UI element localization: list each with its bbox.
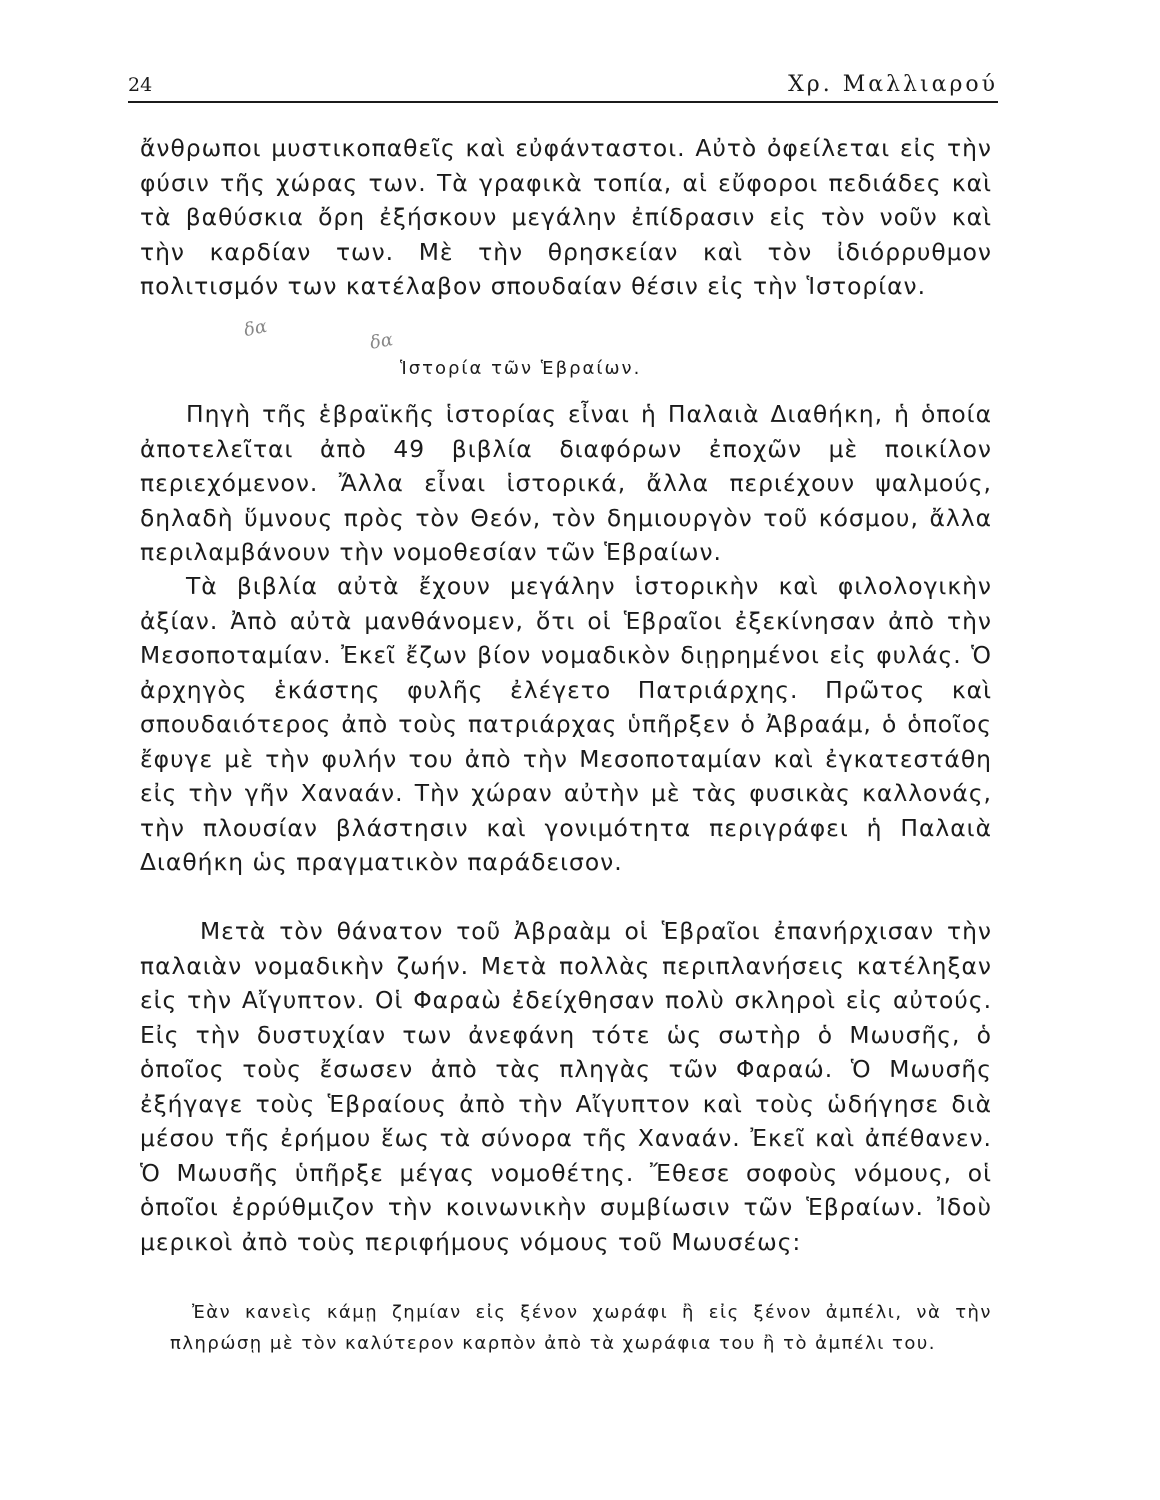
handwritten-annotation: δα [368,329,395,354]
header-rule [128,101,998,103]
paragraph-moses: Μετὰ τὸν θάνατον τοῦ Ἀβραὰμ οἱ Ἑβραῖοι ἐπανήρχισαν τὴν παλαιὰν νομαδικὴν ζωήν. Μετὰ πολλὰς περιπλανήσεις κατέληξαν εἰς τὴν Αἴγυπτον. Οἱ Φαραὼ ἐδείχθησαν πολὺ σκληροὶ εἰς αὐτούς. Εἰς τὴν δυστυχίαν των ἀνεφάνη τότε ὡς σωτὴρ ὁ Μωυσῆς, ὁ ὁποῖος τοὺς ἔσωσεν ἀπὸ τὰς πληγὰς τῶν Φαραώ. Ὁ Μωυσῆς ἐξήγαγε τοὺς Ἑβραίους ἀπὸ τὴν Αἴγυπτον καὶ τοὺς ὡδήγησε διὰ μέσου τῆς ἐρήμου ἕως τὰ σύνορα τῆς Χαναάν. Ἐκεῖ καὶ ἀπέθανεν. Ὁ Μωυσῆς ὑπῆρξε μέγας νομοθέτης. Ἔθεσε σοφοὺς νόμους, οἱ ὁποῖοι ἐρρύθμιζον τὴν κοινωνικὴν συμβίωσιν τῶν Ἑβραίων. Ἰδοὺ μερικοὶ ἀπὸ τοὺς περιφήμους νόμους τοῦ Μωυσέως: [140,917,992,1256]
paragraph-sources: Πηγὴ τῆς ἑβραϊκῆς ἱστορίας εἶναι ἡ Παλαιὰ Διαθήκη, ἡ ὁποία ἀποτελεῖται ἀπὸ 49 βιβλία διαφόρων ἐποχῶν μὲ ποικίλον περιεχόμενον. Ἄλλα εἶναι ἱστορικά, ἄλλα περιέχουν ψαλμούς, δηλαδὴ ὕμνους πρὸς τὸν Θεόν, τὸν δημιουργὸν τοῦ κόσμου, ἄλλα περιλαμβάνουν τὴν νομοθεσίαν τῶν Ἑβραίων. [140,400,992,566]
page-header [128,74,998,102]
running-head: Χρ. Μαλλιαρού [788,72,998,97]
law-quote: Ἐὰν κανεὶς κάμῃ ζημίαν εἰς ξένον χωράφι ἢ εἰς ξένον ἀμπέλι, νὰ τὴν πληρώσῃ μὲ τὸν καλύτερον καρπὸν ἀπὸ τὰ χωράφια του ἢ τὸ ἀμπέλι του. [170,1302,992,1354]
section-heading: Ἱστορία τῶν Ἑβραίων. [400,358,642,379]
paragraph-intro: ἄνθρωποι μυστικοπαθεῖς καὶ εὐφάνταστοι. Αὐτὸ ὀφείλεται εἰς τὴν φύσιν τῆς χώρας των. Τὰ γραφικὰ τοπία, αἱ εὔφοροι πεδιάδες καὶ τὰ βαθύσκια ὄρη ἐξήσκουν μεγάλην ἐπίδρασιν εἰς τὸν νοῦν καὶ τὴν καρδίαν των. Μὲ τὴν θρησκείαν καὶ τὸν ἰδιόρρυθμον πολιτισμόν των κατέλαβον σπουδαίαν θέσιν εἰς τὴν Ἱστορίαν. [140,134,992,300]
paragraph-patriarchs: Τὰ βιβλία αὐτὰ ἔχουν μεγάλην ἱστορικὴν καὶ φιλολογικὴν ἀξίαν. Ἀπὸ αὐτὰ μανθάνομεν, ὅτι οἱ Ἑβραῖοι ἐξεκίνησαν ἀπὸ τὴν Μεσοποταμίαν. Ἐκεῖ ἔζων βίον νομαδικὸν διῃρημένοι εἰς φυλάς. Ὁ ἀρχηγὸς ἑκάστης φυλῆς ἐλέγετο Πατριάρχης. Πρῶτος καὶ σπουδαιότερος ἀπὸ τοὺς πατριάρχας ὑπῆρξεν ὁ Ἀβραάμ, ὁ ὁποῖος ἔφυγε μὲ τὴν φυλήν του ἀπὸ τὴν Μεσοποταμίαν καὶ ἐγκατεστάθη εἰς τὴν γῆν Χαναάν. Τὴν χώραν αὐτὴν μὲ τὰς φυσικὰς καλλονάς, τὴν πλουσίαν βλάστησιν καὶ γονιμότητα περιγράφει ἡ Παλαιὰ Διαθήκη ὡς πραγματικὸν παράδεισον. [140,572,992,876]
handwritten-annotation: δα [242,315,269,342]
page-number: 24 [128,74,153,96]
